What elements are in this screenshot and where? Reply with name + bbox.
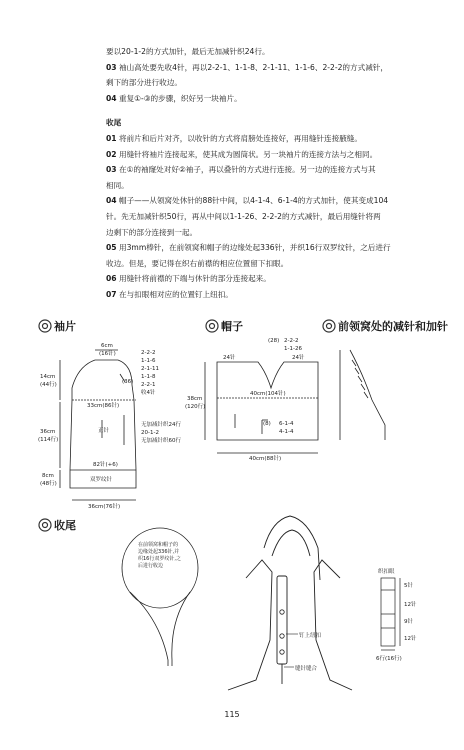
- sleeve-dec-6: 收4针: [141, 390, 156, 396]
- rib-mark-3: 9针: [404, 619, 413, 625]
- hood-inc-2: 4-1-4: [279, 429, 294, 435]
- rib-detail-labels: [376, 567, 417, 662]
- sleeve-inc-3: 无加减针织60行: [141, 438, 181, 444]
- sleeve-cap-width: 33cm(86针): [87, 403, 120, 409]
- page-number: 115: [224, 710, 240, 719]
- hood-mid-width: 40cm(104针): [250, 391, 286, 397]
- neck-diagram: [340, 350, 385, 440]
- sleeve-dec-2: 1-1-6: [141, 358, 156, 364]
- sleeve-h3-rows: (48行): [40, 481, 57, 487]
- sleeve-top-width: 6cm: [101, 343, 113, 349]
- hood-bottom-width: 40cm(88针): [249, 456, 282, 462]
- finish-line: 01 将前片和后片对齐，以收针的方式将肩膀处连接好，再用缝针连接腋缝。: [106, 133, 362, 143]
- finish-section-title: 收尾: [106, 118, 122, 128]
- finish-line: 05 用3mm棒针，在前领窝和帽子的边缘处起336针，并织16行双罗纹针，之后进行: [106, 243, 391, 253]
- vest-diagram: [228, 516, 352, 690]
- vest-labels: [284, 631, 322, 672]
- hood-left-24: 24针: [223, 355, 236, 361]
- intro-line-3: 剩下的部分进行收边。: [106, 78, 182, 88]
- finish-line: 07 在与扣眼相对应的位置钉上纽扣。: [106, 289, 233, 299]
- vest-buttons: [280, 610, 284, 654]
- finish-line: 04 帽子——从领窝处休针的88针中间，以4-1-4、6-1-4的方式加针，使其变成104: [106, 196, 389, 206]
- hood-dec-1: 2-2-2: [284, 338, 299, 344]
- hood-top-left: (28): [268, 338, 280, 344]
- sleeve-section-title: 袖片: [38, 318, 76, 334]
- rib-top-label: 织扣眼: [378, 569, 395, 575]
- hood-diagram: [205, 362, 318, 453]
- hood-height-rows: (120行): [185, 404, 206, 410]
- sleeve-dec-4: 1-1-8: [141, 374, 156, 380]
- finish-line: 06 用缝针将前襟的下端与休针的部分连接起来。: [106, 274, 271, 284]
- sleeve-rib-label: 双罗纹针: [90, 477, 113, 483]
- rib-mark-1: 5针: [404, 583, 413, 589]
- sleeve-top-rows: (16针): [99, 351, 116, 357]
- sleeve-h2: 36cm: [40, 429, 56, 435]
- finish-line: 收边。但是，要记得在织右前襟的相应位置留下扣眼。: [106, 258, 289, 268]
- sleeve-h3: 8cm: [42, 473, 54, 479]
- sleeve-dec-1: 2-2-2: [141, 350, 156, 356]
- hood-section-title: 帽子: [205, 318, 243, 334]
- sleeve-h1-rows: (44行): [40, 382, 57, 388]
- sleeve-side: (36): [122, 379, 134, 385]
- sleeve-inc-2: 20-1-2: [141, 430, 159, 436]
- sleeve-dec-3: 2-1-11: [141, 366, 159, 372]
- rib-bottom-label: 6行(16行): [376, 656, 402, 662]
- intro-line-4: 04 重复①-③的步骤，织好另一块袖片。: [106, 93, 242, 103]
- rib-mark-4: 12针: [404, 636, 417, 642]
- hood-right-24: 24针: [292, 355, 305, 361]
- hood-labels: [185, 338, 305, 462]
- finish-line: 针。先无加减针织50行，再从中间以1-1-26、2-2-2的方式减针，最后用缝针将两: [106, 211, 381, 221]
- hood-dec-2: 1-1-26: [284, 346, 302, 352]
- intro-line-2: 03 袖山高处要先收4针，再以2-2-1、1-1-8、2-1-11、1-1-6、2-2-2的方式减针，: [106, 62, 388, 72]
- collar-note-4: 后进行收边: [138, 563, 164, 569]
- finish-diagram-title: 收尾: [38, 517, 76, 533]
- hood-inc-left: (8): [263, 421, 271, 427]
- sleeve-center-stitch: 正针: [98, 428, 110, 434]
- intro-line-1: 要以20-1-2的方式加针，最后无加减针织24行。: [106, 47, 270, 56]
- collar-note: [138, 541, 181, 569]
- button-label: 钉上纽扣: [299, 633, 322, 639]
- finish-line: 边剩下的部分连接到一起。: [106, 227, 198, 237]
- neck-section-title: 前领窝处的减针和加针: [322, 318, 448, 334]
- sleeve-h1: 14cm: [40, 374, 56, 380]
- sleeve-rib-count: 82针(+6): [93, 462, 118, 468]
- collar-note-3: 织16行双罗纹针,之: [138, 556, 181, 562]
- collar-note-1: 在前领窝和帽子的: [138, 542, 179, 548]
- sleeve-inc-1: 无加减针织24行: [141, 422, 181, 428]
- finish-line: 相同。: [106, 180, 129, 190]
- seam-label: 缝针缝合: [295, 666, 318, 672]
- rib-mark-2: 12针: [404, 602, 417, 608]
- finish-line: 02 用缝针将袖片连接起来，使其成为圆筒状。另一块袖片的连接方法与之相同。: [106, 149, 378, 159]
- hood-height: 38cm: [187, 396, 203, 402]
- hood-inc-1: 6-1-4: [279, 421, 294, 427]
- sleeve-dec-5: 2-2-1: [141, 382, 156, 388]
- finish-line: 03 在①的袖窿处对好②袖子，再以叠针的方式进行连接。另一边的连接方式与其: [106, 165, 376, 175]
- sleeve-h2-rows: (114行): [38, 437, 59, 443]
- collar-note-2: 边缘处起336针,并: [138, 549, 180, 555]
- sleeve-labels: [38, 343, 181, 510]
- sleeve-bottom-width: 36cm(76针): [88, 504, 121, 510]
- rib-detail: [381, 578, 400, 650]
